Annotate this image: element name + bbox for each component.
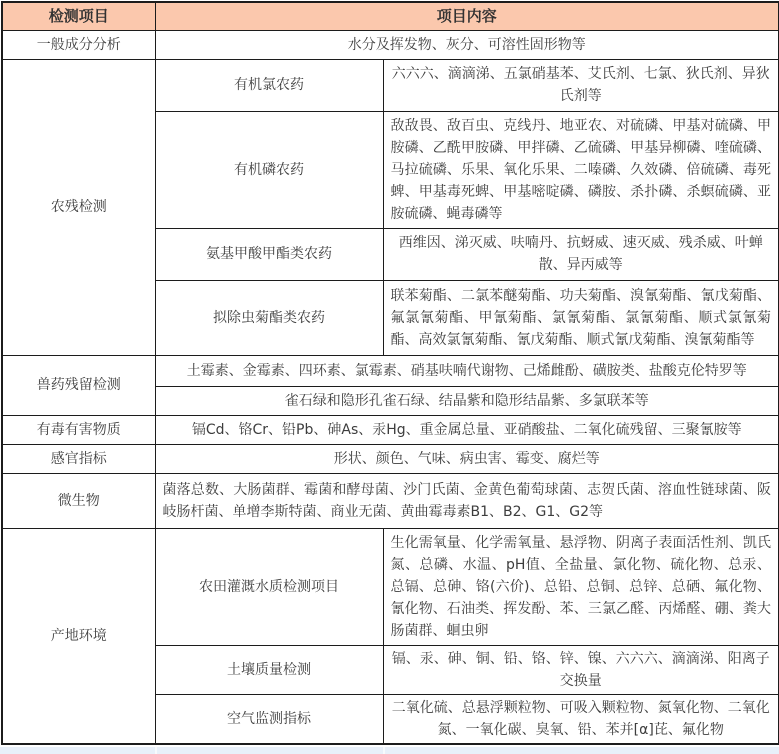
row-sensory-index — [2, 444, 779, 473]
row-organochlorine — [2, 59, 779, 111]
row-toxic-substances — [2, 415, 779, 444]
detection-items-table — [1, 1, 779, 745]
content-soil-quality: 镉、汞、砷、铜、铅、铬、锌、镍、六六六、滴滴涕、阳离子交换量 — [383, 645, 779, 694]
bottom-strip-divider-2 — [383, 747, 385, 754]
label-sensory-index: 感官指标 — [2, 444, 155, 473]
content-microbiology: 菌落总数、大肠菌群、霉菌和酵母菌、沙门氏菌、金黄色葡萄球菌、志贺氏菌、溶血性链球菌、阪岐肠杆菌、单增李斯特菌、商业无菌、黄曲霉毒素B1、B2、G1、G2等 — [155, 473, 779, 528]
content-carbamate: 西维因、涕灭威、呋喃丹、抗蚜威、速灭威、残杀威、叶蝉散、异丙威等 — [383, 228, 779, 280]
content-organophosphate: 敌敌畏、敌百虫、克线丹、地亚农、对硫磷、甲基对硫磷、甲胺磷、乙酰甲胺磷、甲拌磷、乙硫磷、甲基异柳磷、喹硫磷、马拉硫磷、乐果、氧化乐果、二嗪磷、久效磷、倍硫磷、毒死蜱、甲基毒死蜱、甲基嘧啶磷、磷胺、杀扑磷、杀螟硫磷、亚胺硫磷、蝇毒磷等 — [383, 111, 779, 228]
bottom-strip-divider-1 — [155, 747, 157, 754]
content-toxic-substances: 镉Cd、铬Cr、铅Pb、砷As、汞Hg、重金属总量、亚硝酸盐、二氧化硫残留、三聚氰胺等 — [155, 415, 779, 444]
row-microbiology — [2, 473, 779, 528]
sublabel-carbamate: 氨基甲酸甲酯类农药 — [155, 228, 383, 280]
content-pyrethroid: 联苯菊酯、二氯苯醚菊酯、功夫菊酯、溴氰菊酯、氰戊菊酯、氟氯氰菊酯、甲氰菊酯、氯氰菊酯、氯氰菊酯、顺式氯氰菊酯、高效氯氰菊酯、氰戊菊酯、顺式氰戊菊酯、溴氰菊酯等 — [383, 280, 779, 355]
header-item-content: 项目内容 — [155, 2, 779, 30]
sublabel-organophosphate: 有机磷农药 — [155, 111, 383, 228]
content-vet-drug-2: 雀石绿和隐形孔雀石绿、结晶紫和隐形结晶紫、多氯联苯等 — [155, 386, 779, 415]
label-pesticide-residue: 农残检测 — [2, 59, 155, 355]
content-organochlorine: 六六六、滴滴涕、五氯硝基苯、艾氏剂、七氯、狄氏剂、异狄氏剂等 — [383, 59, 779, 111]
sublabel-organochlorine: 有机氯农药 — [155, 59, 383, 111]
label-general-composition: 一般成分分析 — [2, 30, 155, 59]
content-irrigation-water: 生化需氧量、化学需氧量、悬浮物、阴离子表面活性剂、凯氏氮、总磷、水温、pH值、全盐量、氯化物、硫化物、总汞、总镉、总砷、铬(六价)、总铅、总铜、总锌、总硒、氟化物、氰化物、石油类、挥发酚、苯、三氯乙醛、丙烯醛、硼、粪大肠菌群、蛔虫卵 — [383, 528, 779, 645]
sublabel-air-monitoring: 空气监测指标 — [155, 694, 383, 744]
row-vet-drug-1 — [2, 355, 779, 386]
label-production-environment: 产地环境 — [2, 528, 155, 744]
header-detection-item: 检测项目 — [2, 2, 155, 30]
table-header-row — [2, 2, 779, 30]
content-air-monitoring: 二氧化硫、总悬浮颗粒物、可吸入颗粒物、氮氧化物、二氧化氮、一氧化碳、臭氧、铅、苯并[α]芘、氟化物 — [383, 694, 779, 744]
content-vet-drug-1: 土霉素、金霉素、四环素、氯霉素、硝基呋喃代谢物、己烯雌酚、磺胺类、盐酸克伦特罗等 — [155, 355, 779, 386]
sublabel-soil-quality: 土壤质量检测 — [155, 645, 383, 694]
label-vet-drug-residue: 兽药残留检测 — [2, 355, 155, 415]
bottom-partial-row — [0, 747, 779, 754]
label-toxic-substances: 有毒有害物质 — [2, 415, 155, 444]
content-general-composition: 水分及挥发物、灰分、可溶性固形物等 — [155, 30, 779, 59]
sublabel-pyrethroid: 拟除虫菊酯类农药 — [155, 280, 383, 355]
row-general-composition — [2, 30, 779, 59]
row-irrigation-water — [2, 528, 779, 645]
label-microbiology: 微生物 — [2, 473, 155, 528]
sublabel-irrigation-water: 农田灌溉水质检测项目 — [155, 528, 383, 645]
content-sensory-index: 形状、颜色、气味、病虫害、霉变、腐烂等 — [155, 444, 779, 473]
